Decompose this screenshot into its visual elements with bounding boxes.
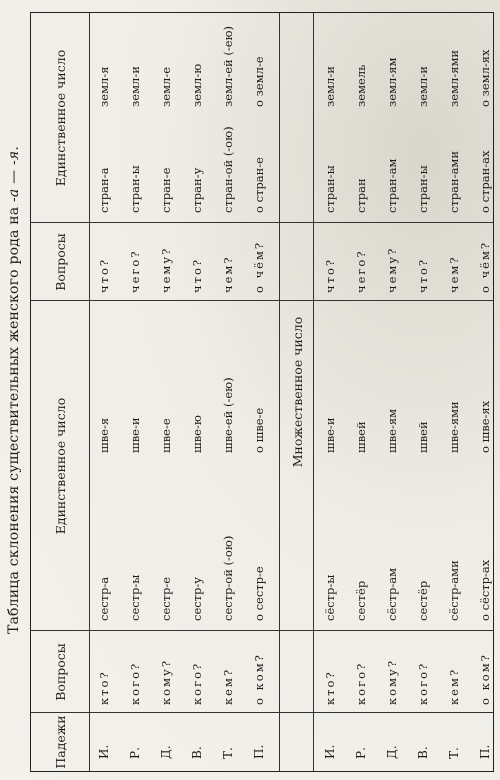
cell-q1: о ком? — [478, 653, 492, 705]
section-divider — [279, 13, 280, 771]
cell-case: И. — [323, 744, 337, 759]
cell-shveya: шве-я — [97, 417, 111, 453]
cell-strana: стран-ы — [128, 165, 142, 213]
cell-q2: чему? — [385, 246, 399, 293]
cell-strana: стран-ы — [416, 165, 430, 213]
cell-sestra: сестр-е — [159, 576, 173, 621]
cell-zemlya: земл-ям — [385, 57, 399, 107]
column-divider — [31, 712, 493, 713]
table-title — [6, 40, 22, 740]
cell-sestra: сестёр — [416, 580, 430, 621]
cell-sestra: сестр-у — [190, 576, 204, 621]
header-singular-left: Единственное число — [52, 397, 68, 535]
header-questions-left: Вопросы — [52, 643, 68, 701]
header-cases: Падежи — [52, 715, 68, 769]
cell-case: Р. — [128, 747, 142, 759]
cell-case: И. — [97, 744, 111, 759]
cell-q2: чему? — [159, 246, 173, 293]
cell-zemlya: земл-я — [97, 66, 111, 107]
cell-shveya: швей — [416, 421, 430, 453]
header-divider — [89, 13, 90, 771]
cell-q1: кто? — [323, 670, 337, 705]
cell-case: П. — [478, 744, 492, 759]
cell-case: Р. — [354, 747, 368, 759]
column-divider — [31, 630, 493, 631]
cell-q1: кому? — [159, 659, 173, 705]
cell-sestra: сёстр-ы — [323, 574, 337, 621]
cell-sestra: о сёстр-ах — [478, 559, 492, 621]
cell-q1: кого? — [190, 661, 204, 705]
cell-q2: чего? — [128, 249, 142, 293]
cell-strana: стран-ы — [323, 165, 337, 213]
cell-shveya: шве-ю — [190, 415, 204, 453]
cell-sestra: сёстр-ам — [385, 567, 399, 621]
cell-shveya: шве-и — [128, 417, 142, 453]
cell-q1: о ком? — [252, 653, 266, 705]
cell-case: Д. — [385, 745, 399, 759]
cell-q2: чем? — [447, 255, 461, 293]
cell-q1: кого? — [128, 661, 142, 705]
table-title-ending: -а — -я. — [6, 145, 22, 202]
cell-q2: о чём? — [478, 240, 492, 293]
cell-strana: стран-ами — [447, 150, 461, 213]
cell-sestra: сестр-ой (-ою) — [221, 535, 235, 621]
cell-shveya: шве-е — [159, 418, 173, 453]
header-questions-right: Вопросы — [52, 233, 68, 291]
cell-q2: что? — [97, 257, 111, 293]
cell-shveya: шве-ям — [385, 408, 399, 453]
cell-zemlya: земл-и — [128, 66, 142, 107]
cell-case: Т. — [221, 747, 235, 759]
cell-strana: стран — [354, 178, 368, 213]
cell-case: В. — [190, 746, 204, 759]
cell-zemlya: о земл-ях — [478, 49, 492, 107]
cell-q2: что? — [416, 257, 430, 293]
cell-q2: о чём? — [252, 240, 266, 293]
cell-zemlya: земл-е — [159, 66, 173, 107]
cell-q2: что? — [323, 257, 337, 293]
cell-q1: кем? — [447, 667, 461, 705]
cell-q2: чем? — [221, 255, 235, 293]
column-divider — [31, 222, 493, 223]
cell-zemlya: земл-и — [416, 66, 430, 107]
cell-strana: стран-у — [190, 167, 204, 213]
cell-case: Т. — [447, 747, 461, 759]
cell-zemlya: о земл-е — [252, 56, 266, 107]
cell-zemlya: земл-ями — [447, 49, 461, 107]
section-divider — [313, 13, 314, 771]
cell-zemlya: земл-ю — [190, 63, 204, 107]
cell-strana: о стран-е — [252, 157, 266, 213]
cell-shveya: швей — [354, 421, 368, 453]
cell-sestra: о сестр-е — [252, 566, 266, 621]
header-singular-right: Единственное число — [52, 49, 68, 187]
cell-q2: что? — [190, 257, 204, 293]
cell-shveya: шве-ей (-ею) — [221, 377, 235, 453]
column-divider — [31, 300, 493, 301]
cell-zemlya: земл-и — [323, 66, 337, 107]
cell-q1: кому? — [385, 659, 399, 705]
cell-shveya: шве-ями — [447, 401, 461, 453]
cell-case: Д. — [159, 745, 173, 759]
cell-case: В. — [416, 746, 430, 759]
cell-shveya: о шве-е — [252, 407, 266, 453]
cell-q2: чего? — [354, 249, 368, 293]
cell-case: П. — [252, 744, 266, 759]
cell-strana: стран-а — [97, 167, 111, 213]
cell-sestra: сестр-ы — [128, 574, 142, 621]
cell-strana: о стран-ах — [478, 150, 492, 213]
cell-q1: кого? — [354, 661, 368, 705]
cell-q1: кто? — [97, 670, 111, 705]
cell-shveya: шве-и — [323, 417, 337, 453]
cell-strana: стран-ам — [385, 158, 399, 213]
cell-q1: кем? — [221, 667, 235, 705]
cell-zemlya: земель — [354, 64, 368, 107]
cell-sestra: сестёр — [354, 580, 368, 621]
plural-section-label: Множественное число — [290, 316, 305, 468]
cell-strana: стран-е — [159, 167, 173, 213]
cell-sestra: сёстр-ами — [447, 560, 461, 621]
cell-zemlya: земл-ей (-ею) — [221, 25, 235, 107]
table-title-text: Таблица склонения существительных женского рода на — [6, 206, 22, 635]
declension-table — [30, 12, 494, 772]
cell-q1: кого? — [416, 661, 430, 705]
cell-sestra: сестр-а — [97, 576, 111, 621]
cell-strana: стран-ой (-ою) — [221, 126, 235, 213]
cell-shveya: о шве-ях — [478, 400, 492, 453]
